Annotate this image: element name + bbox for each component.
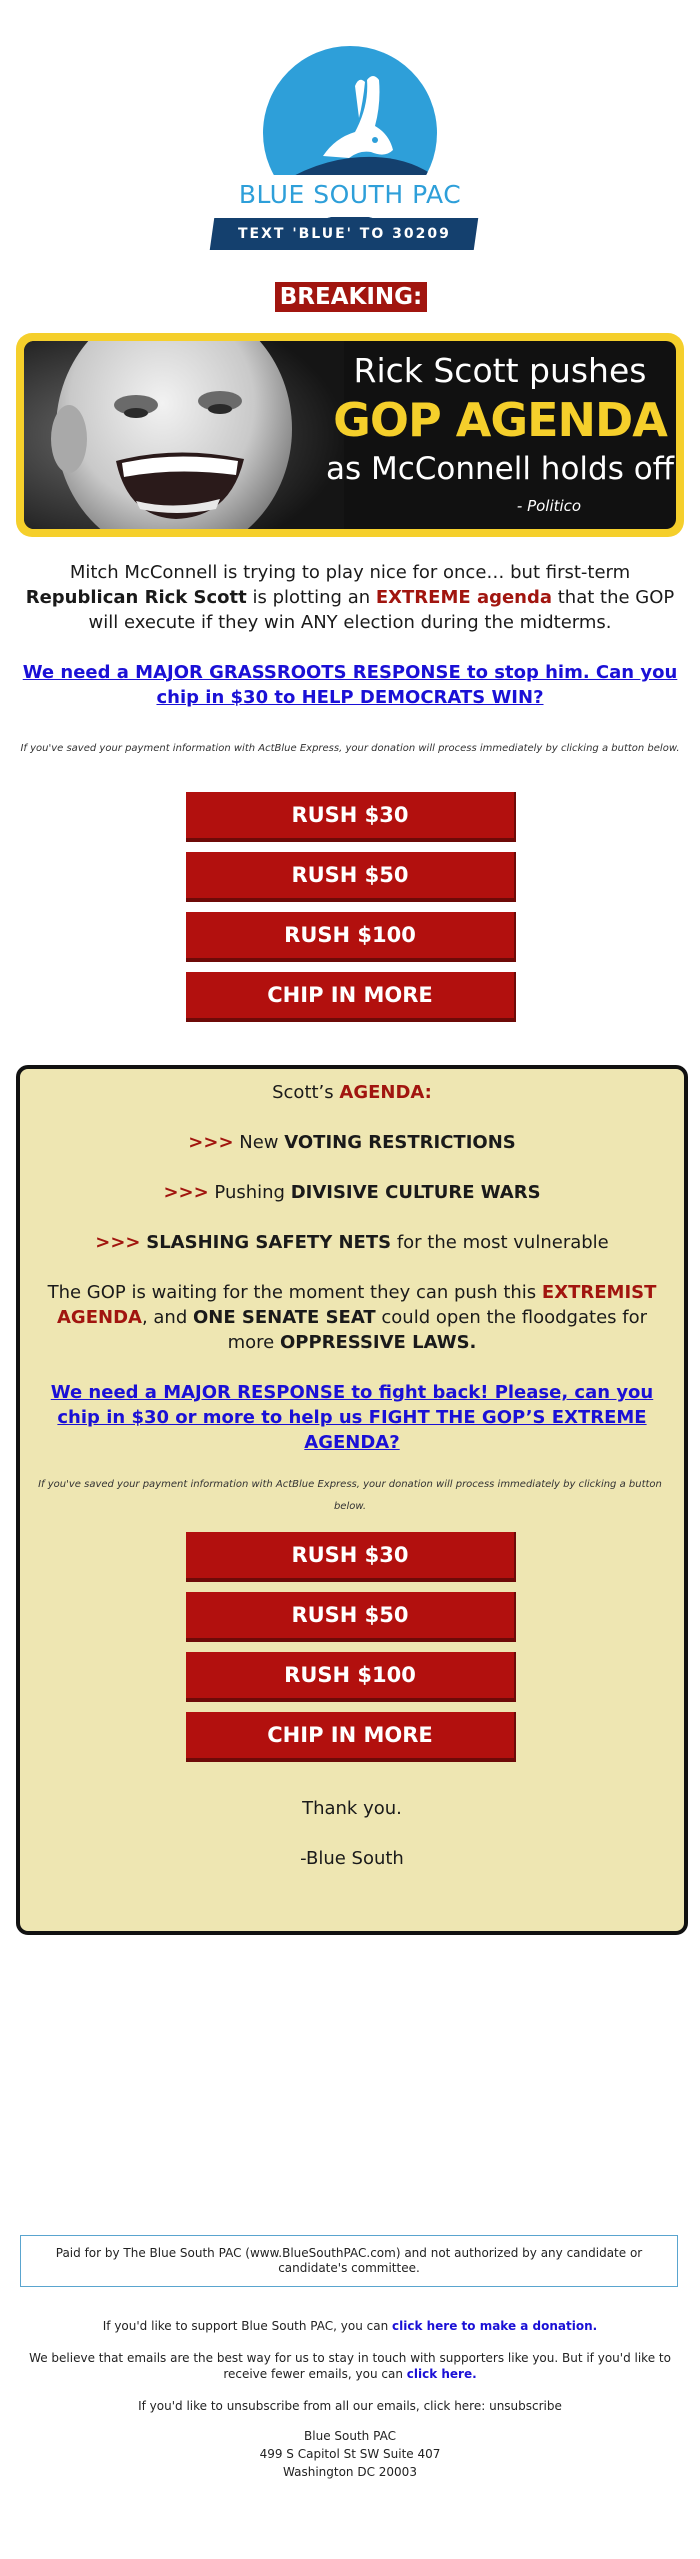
arrows-icon: >>>: [95, 1232, 141, 1253]
agenda-item-culture-wars: >>> Pushing DIVISIVE CULTURE WARS: [163, 1182, 541, 1203]
thank-you-text: Thank you.: [302, 1798, 402, 1819]
support-line: If you'd like to support Blue South PAC, you can click here to make a donation.: [102, 2319, 598, 2333]
paid-for-disclaimer: Paid for by The Blue South PAC (www.BlueSouthPAC.com) and not authorized by any candidate or candidate's committee.: [20, 2235, 678, 2287]
logo: [0, 40, 700, 260]
agenda-heading: Scott’s AGENDA:: [272, 1082, 432, 1103]
unsubscribe-line[interactable]: If you'd like to unsubscribe from all our emails, click here: unsubscribe: [138, 2399, 562, 2413]
hero-banner[interactable]: [16, 333, 684, 537]
chip-in-more-button-2[interactable]: CHIP IN MORE: [186, 1712, 516, 1762]
donation-ask-2: [40, 1380, 664, 1455]
rush-50-button-2[interactable]: RUSH $50: [186, 1592, 516, 1642]
fewer-emails-link[interactable]: click here.: [406, 2367, 477, 2381]
hero-line-3: as McConnell holds off: [325, 451, 675, 487]
rush-50-button[interactable]: RUSH $50: [186, 852, 516, 902]
hero-line-1: Rick Scott pushes: [353, 351, 647, 390]
rush-100-button[interactable]: RUSH $100: [186, 912, 516, 962]
rush-30-button[interactable]: RUSH $30: [186, 792, 516, 842]
donation-ask-link-2[interactable]: We need a MAJOR RESPONSE to fight back! Please, can you chip in $30 or more to help us FIGHT THE GOP’S EXTREME AGENDA?: [50, 1382, 654, 1453]
agenda-item-safety-nets: >>> SLASHING SAFETY NETS for the most vulnerable: [95, 1232, 609, 1253]
donation-link[interactable]: click here to make a donation.: [392, 2319, 598, 2333]
logo-tagline: TEXT 'BLUE' TO 30209: [237, 226, 451, 242]
logo-name: BLUE SOUTH PAC: [238, 180, 462, 209]
intro-paragraph: Mitch McConnell is trying to play nice for once… but first-term Republican Rick Scott is plotting an EXTREME agenda that the GOP will execute if they win ANY election during the midterms.: [25, 562, 675, 633]
breaking-badge: BREAKING:: [275, 282, 427, 312]
chip-in-more-button[interactable]: CHIP IN MORE: [186, 972, 516, 1022]
rush-30-button-2[interactable]: RUSH $30: [186, 1532, 516, 1582]
signoff-text: -Blue South: [300, 1848, 404, 1869]
donation-ask-1: [18, 660, 682, 710]
logo-tagline-bar: [210, 218, 478, 250]
agenda-paragraph: The GOP is waiting for the moment they can push this EXTREMIST AGENDA, and ONE SENATE SEAT could open the floodgates for more OPPRESSIVE LAWS.: [47, 1282, 657, 1353]
fewer-emails-line: We believe that emails are the best way for us to stay in touch with supporters like you. But if you'd like to receive fewer emails, you can click here.: [29, 2351, 671, 2381]
arrows-icon: >>>: [188, 1132, 234, 1153]
org-name: Blue South PAC: [304, 2429, 396, 2443]
address-line-1: 499 S Capitol St SW Suite 407: [259, 2447, 441, 2461]
rush-100-button-2[interactable]: RUSH $100: [186, 1652, 516, 1702]
donation-ask-link-1[interactable]: We need a MAJOR GRASSROOTS RESPONSE to stop him. Can you chip in $30 to HELP DEMOCRATS WIN?: [22, 662, 678, 708]
hero-headline: GOP AGENDA: [333, 393, 667, 447]
hero-source: - Politico: [516, 497, 582, 515]
actblue-note-2: If you've saved your payment information with ActBlue Express, your donation will process immediately by clicking a button below.: [38, 1479, 662, 1512]
actblue-note-1: If you've saved your payment information with ActBlue Express, your donation will process immediately by clicking a button below.: [20, 743, 680, 754]
arrows-icon: >>>: [163, 1182, 209, 1203]
portrait-photo: [24, 341, 344, 529]
agenda-item-voting: >>> New VOTING RESTRICTIONS: [188, 1132, 516, 1153]
address-line-2: Washington DC 20003: [283, 2465, 417, 2479]
